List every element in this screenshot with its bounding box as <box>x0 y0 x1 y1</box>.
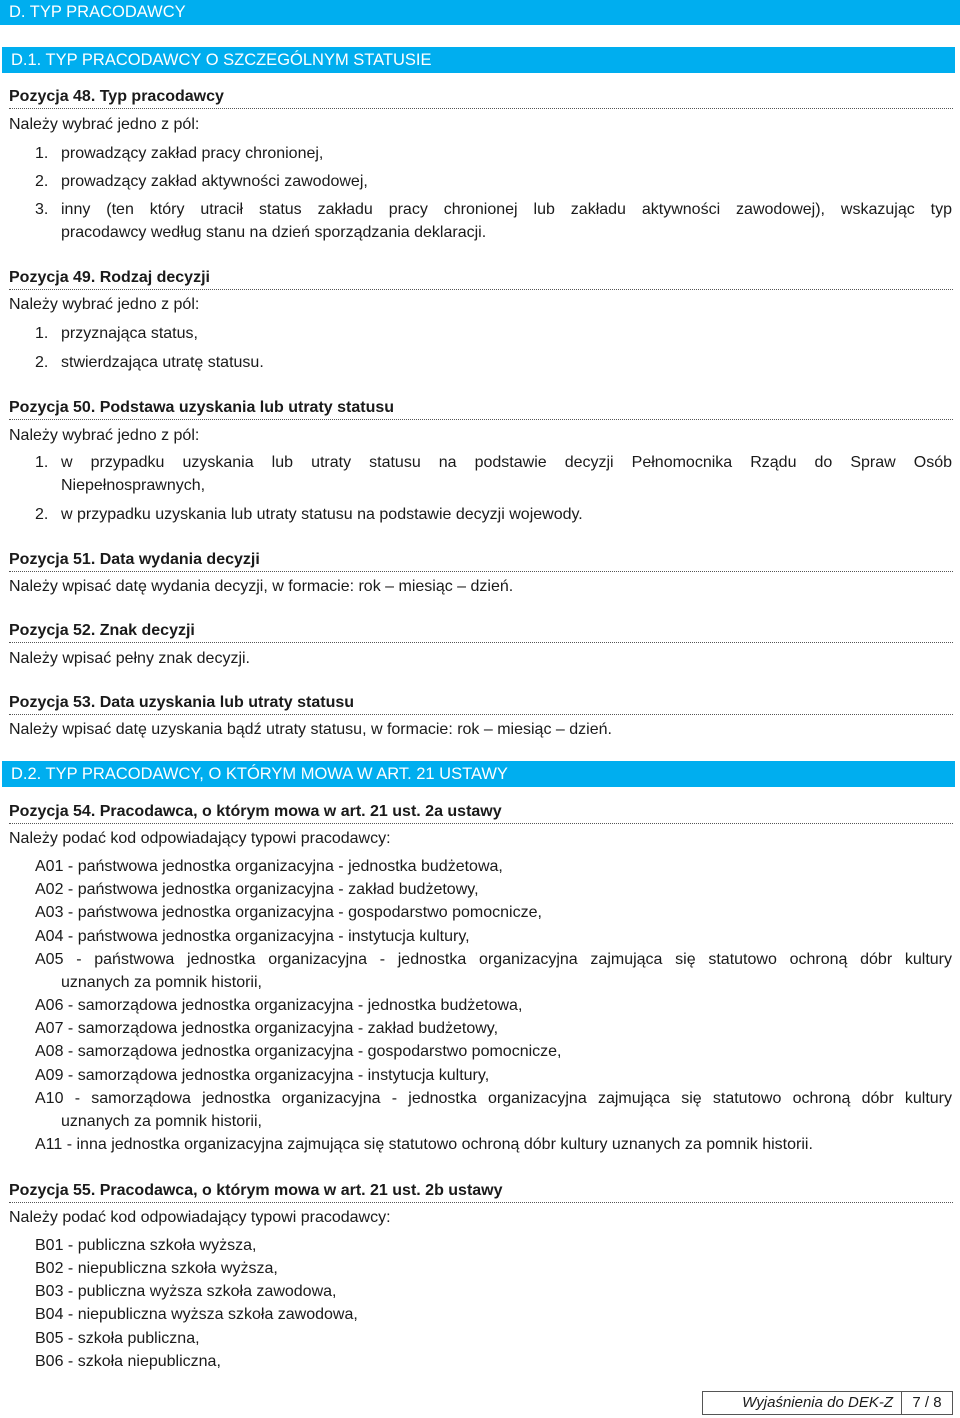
instruction-text: Należy wpisać datę wydania decyzji, w formacie: rok – miesiąc – dzień. <box>9 578 514 595</box>
footer-document-name: Wyjaśnienia do DEK-Z <box>703 1392 902 1414</box>
position-heading: Pozycja 50. Podstawa uzyskania lub utraty statusu <box>9 398 953 420</box>
code-item: A03 - państwowa jednostka organizacyjna - gospodarstwo pomocnicze, <box>35 904 542 921</box>
item-number: 1. <box>35 325 49 342</box>
code-item: A07 - samorządowa jednostka organizacyjna - zakład budżetowy, <box>35 1020 499 1037</box>
code-item: A02 - państwowa jednostka organizacyjna - zakład budżetowy, <box>35 881 479 898</box>
item-text: w przypadku uzyskania lub utraty statusu na podstawie decyzji Pełnomocnika Rządu do Spraw Osób <box>61 454 952 471</box>
item-text-continued: pracodawcy według stanu na dzień sporządzania deklaracji. <box>61 224 487 241</box>
item-text: stwierdzająca utratę statusu. <box>61 354 264 371</box>
position-heading: Pozycja 54. Pracodawca, o którym mowa w art. 21 ust. 2a ustawy <box>9 802 953 824</box>
code-item: A01 - państwowa jednostka organizacyjna - jednostka budżetowa, <box>35 858 503 875</box>
code-item: B06 - szkoła niepubliczna, <box>35 1353 221 1370</box>
code-item: A09 - samorządowa jednostka organizacyjna - instytucja kultury, <box>35 1067 490 1084</box>
item-number: 1. <box>35 145 49 162</box>
item-text: inny (ten który utracił status zakładu pracy chronionej lub zakładu aktywności zawodowej), wskazując typ <box>61 201 952 218</box>
position-heading: Pozycja 48. Typ pracodawcy <box>9 87 953 109</box>
position-heading: Pozycja 53. Data uzyskania lub utraty statusu <box>9 693 953 715</box>
item-text: prowadzący zakład aktywności zawodowej, <box>61 173 368 190</box>
instruction-text: Należy wybrać jedno z pól: <box>9 427 200 444</box>
instruction-text: Należy wybrać jedno z pól: <box>9 296 200 313</box>
position-heading: Pozycja 51. Data wydania decyzji <box>9 550 953 572</box>
item-number: 1. <box>35 454 49 471</box>
code-item-continued: uznanych za pomnik historii, <box>61 1113 262 1130</box>
instruction-text: Należy wpisać datę uzyskania bądź utraty statusu, w formacie: rok – miesiąc – dzień. <box>9 721 612 738</box>
code-item: A04 - państwowa jednostka organizacyjna - instytucja kultury, <box>35 928 470 945</box>
item-number: 2. <box>35 173 49 190</box>
item-text: prowadzący zakład pracy chronionej, <box>61 145 324 162</box>
subsection-header: D.1. TYP PRACODAWCY O SZCZEGÓLNYM STATUSIE <box>2 47 955 73</box>
code-item: A11 - inna jednostka organizacyjna zajmująca się statutowo ochroną dóbr kultury uznanych za pomnik historii. <box>35 1136 813 1153</box>
instruction-text: Należy podać kod odpowiadający typowi pracodawcy: <box>9 1209 391 1226</box>
code-item: A06 - samorządowa jednostka organizacyjna - jednostka budżetowa, <box>35 997 523 1014</box>
code-item: B03 - publiczna wyższa szkoła zawodowa, <box>35 1283 337 1300</box>
code-item: B04 - niepubliczna wyższa szkoła zawodowa, <box>35 1306 358 1323</box>
position-heading: Pozycja 55. Pracodawca, o którym mowa w art. 21 ust. 2b ustawy <box>9 1181 953 1203</box>
position-heading: Pozycja 52. Znak decyzji <box>9 621 953 643</box>
code-item: A05 - państwowa jednostka organizacyjna - jednostka organizacyjna zajmująca się statutowo ochroną dóbr kultury <box>35 951 952 968</box>
page-footer <box>702 1391 953 1415</box>
instruction-text: Należy podać kod odpowiadający typowi pracodawcy: <box>9 830 391 847</box>
item-text-continued: Niepełnosprawnych, <box>61 477 206 494</box>
footer-page-number: 7 / 8 <box>912 1394 942 1411</box>
code-item: A08 - samorządowa jednostka organizacyjna - gospodarstwo pomocnicze, <box>35 1043 562 1060</box>
code-item: B01 - publiczna szkoła wyższa, <box>35 1237 257 1254</box>
section-header: D. TYP PRACODAWCY <box>0 0 960 25</box>
instruction-text: Należy wpisać pełny znak decyzji. <box>9 650 250 667</box>
code-item: B05 - szkoła publiczna, <box>35 1330 200 1347</box>
item-number: 3. <box>35 201 49 218</box>
code-item-continued: uznanych za pomnik historii, <box>61 974 262 991</box>
item-text: w przypadku uzyskania lub utraty statusu na podstawie decyzji wojewody. <box>61 506 583 523</box>
item-number: 2. <box>35 506 49 523</box>
item-text: przyznająca status, <box>61 325 198 342</box>
code-item: B02 - niepubliczna szkoła wyższa, <box>35 1260 278 1277</box>
subsection-header: D.2. TYP PRACODAWCY, O KTÓRYM MOWA W ART. 21 USTAWY <box>2 761 955 787</box>
instruction-text: Należy wybrać jedno z pól: <box>9 116 200 133</box>
item-number: 2. <box>35 354 49 371</box>
code-item: A10 - samorządowa jednostka organizacyjna - jednostka organizacyjna zajmująca się statutowo ochroną dóbr kultury <box>35 1090 952 1107</box>
position-heading: Pozycja 49. Rodzaj decyzji <box>9 268 953 290</box>
